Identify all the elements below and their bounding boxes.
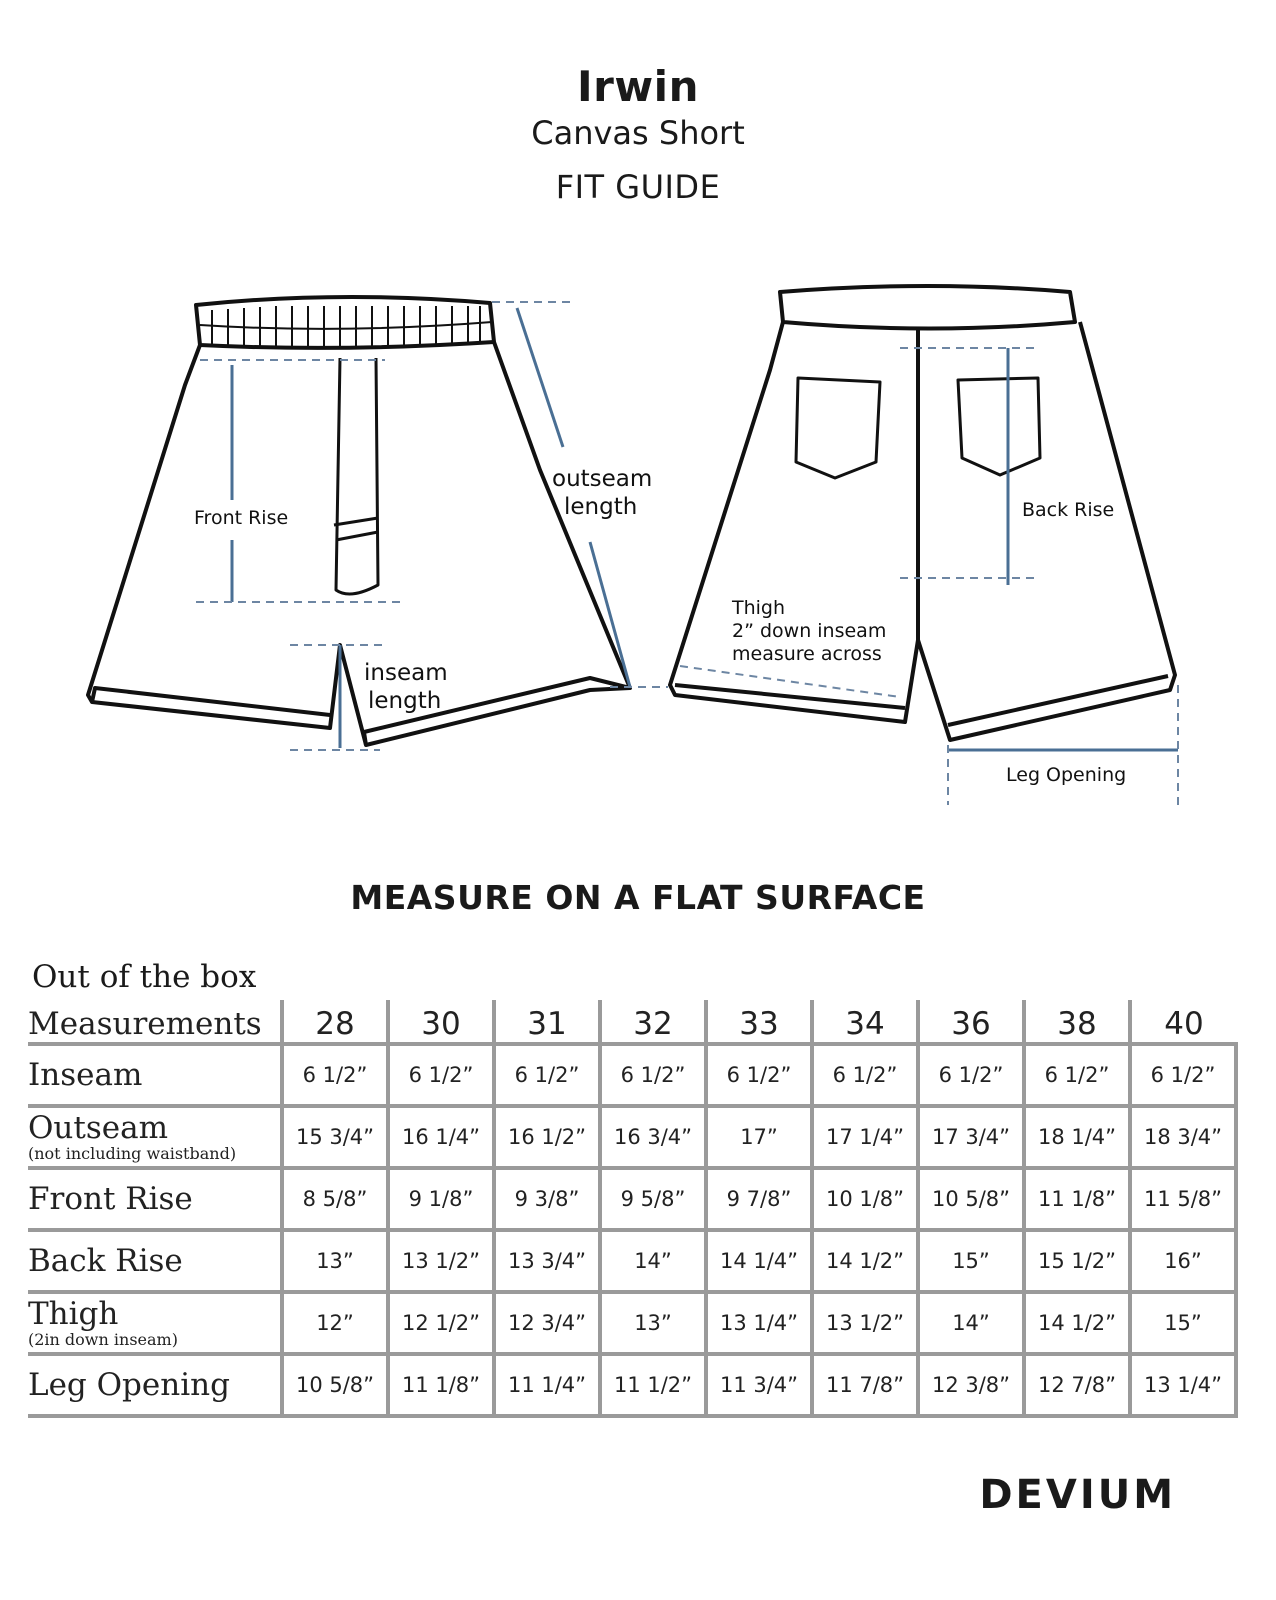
table-cell: 10 5/8” xyxy=(918,1168,1024,1230)
table-title-line1: Out of the box xyxy=(32,959,257,995)
row-label xyxy=(28,1292,282,1354)
table-cell: 14 1/4” xyxy=(706,1230,812,1292)
size-header: 31 xyxy=(494,1000,600,1044)
table-cell: 10 1/8” xyxy=(812,1168,918,1230)
size-header: 38 xyxy=(1024,1000,1130,1044)
row-label-text: Thigh xyxy=(28,1295,119,1332)
table-row-leg-opening xyxy=(28,1354,1236,1416)
thigh-label-line2: 2” down inseam xyxy=(732,620,887,642)
table-cell: 16 3/4” xyxy=(600,1106,706,1168)
back-measure-lines xyxy=(948,348,1178,750)
size-header: 40 xyxy=(1130,1000,1236,1044)
table-cell: 6 1/2” xyxy=(1130,1044,1236,1106)
leg-opening-label: Leg Opening xyxy=(1006,764,1127,786)
table-cell: 14” xyxy=(918,1292,1024,1354)
row-sublabel: (2in down inseam) xyxy=(28,1329,178,1349)
table-row-front-rise xyxy=(28,1168,1236,1230)
shorts-diagram xyxy=(0,270,1276,830)
table-title-line2: Measurements xyxy=(28,1000,282,1044)
table-cell: 6 1/2” xyxy=(812,1044,918,1106)
table-row-back-rise xyxy=(28,1230,1236,1292)
table-cell: 6 1/2” xyxy=(918,1044,1024,1106)
table-cell: 8 5/8” xyxy=(282,1168,388,1230)
size-header: 33 xyxy=(706,1000,812,1044)
row-label xyxy=(28,1106,282,1168)
table-cell: 18 1/4” xyxy=(1024,1106,1130,1168)
brand-logo: DEVIUM xyxy=(979,1472,1176,1518)
outseam-label-line1: outseam xyxy=(552,466,653,492)
row-label-text: Leg Opening xyxy=(28,1366,230,1403)
table-cell: 15 1/2” xyxy=(1024,1230,1130,1292)
table-cell: 12” xyxy=(282,1292,388,1354)
thigh-label-line3: measure across xyxy=(732,643,882,665)
row-label xyxy=(28,1168,282,1230)
thigh-label-line1: Thigh xyxy=(732,597,786,619)
size-header: 30 xyxy=(388,1000,494,1044)
table-cell: 11 7/8” xyxy=(812,1354,918,1416)
row-label xyxy=(28,1354,282,1416)
table-cell: 17” xyxy=(706,1106,812,1168)
table-cell: 9 1/8” xyxy=(388,1168,494,1230)
table-cell: 9 7/8” xyxy=(706,1168,812,1230)
table-cell: 16 1/2” xyxy=(494,1106,600,1168)
back-rise-label: Back Rise xyxy=(1022,499,1115,521)
size-header-row xyxy=(28,1000,1236,1044)
table-cell: 13 1/4” xyxy=(706,1292,812,1354)
table-cell: 6 1/2” xyxy=(600,1044,706,1106)
table-cell: 15” xyxy=(918,1230,1024,1292)
table-cell: 13 1/2” xyxy=(388,1230,494,1292)
table-cell: 6 1/2” xyxy=(1024,1044,1130,1106)
table-cell: 6 1/2” xyxy=(706,1044,812,1106)
table-row-thigh xyxy=(28,1292,1236,1354)
measure-instruction: MEASURE ON A FLAT SURFACE xyxy=(350,878,926,917)
table-cell: 11 1/2” xyxy=(600,1354,706,1416)
front-rise-label: Front Rise xyxy=(194,507,289,529)
table-cell: 10 5/8” xyxy=(282,1354,388,1416)
size-header: 28 xyxy=(282,1000,388,1044)
table-cell: 11 5/8” xyxy=(1130,1168,1236,1230)
size-chart-table xyxy=(28,1000,1238,1418)
table-cell: 12 7/8” xyxy=(1024,1354,1130,1416)
table-row-inseam xyxy=(28,1044,1236,1106)
size-header: 36 xyxy=(918,1000,1024,1044)
fit-guide-title: FIT GUIDE xyxy=(555,168,721,206)
row-sublabel: (not including waistband) xyxy=(28,1143,237,1163)
front-shorts-illustration xyxy=(88,297,630,745)
table-cell: 16” xyxy=(1130,1230,1236,1292)
table-cell: 17 3/4” xyxy=(918,1106,1024,1168)
table-cell: 15” xyxy=(1130,1292,1236,1354)
inseam-label-line2: length xyxy=(368,688,442,714)
row-label xyxy=(28,1044,282,1106)
table-cell: 6 1/2” xyxy=(388,1044,494,1106)
table-cell: 17 1/4” xyxy=(812,1106,918,1168)
table-cell: 11 1/4” xyxy=(494,1354,600,1416)
size-header: 34 xyxy=(812,1000,918,1044)
table-cell: 16 1/4” xyxy=(388,1106,494,1168)
table-cell: 11 1/8” xyxy=(388,1354,494,1416)
product-brand-title: Irwin xyxy=(577,62,699,111)
table-cell: 14 1/2” xyxy=(812,1230,918,1292)
outseam-label-line2: length xyxy=(564,494,638,520)
product-name: Canvas Short xyxy=(531,114,745,152)
table-cell: 14 1/2” xyxy=(1024,1292,1130,1354)
row-label-text: Inseam xyxy=(28,1056,143,1093)
table-cell: 11 1/8” xyxy=(1024,1168,1130,1230)
row-label-text: Back Rise xyxy=(28,1242,183,1279)
table-cell: 13” xyxy=(600,1292,706,1354)
table-cell: 15 3/4” xyxy=(282,1106,388,1168)
table-cell: 12 3/8” xyxy=(918,1354,1024,1416)
inseam-label-line1: inseam xyxy=(364,660,448,686)
row-label-text: Front Rise xyxy=(28,1180,193,1217)
table-cell: 14” xyxy=(600,1230,706,1292)
table-cell: 13 1/2” xyxy=(812,1292,918,1354)
row-label-text: Outseam xyxy=(28,1109,168,1146)
table-cell: 9 5/8” xyxy=(600,1168,706,1230)
table-cell: 13 3/4” xyxy=(494,1230,600,1292)
size-header: 32 xyxy=(600,1000,706,1044)
table-cell: 9 3/8” xyxy=(494,1168,600,1230)
table-cell: 12 1/2” xyxy=(388,1292,494,1354)
table-cell: 13 1/4” xyxy=(1130,1354,1236,1416)
table-cell: 6 1/2” xyxy=(282,1044,388,1106)
table-cell: 6 1/2” xyxy=(494,1044,600,1106)
table-cell: 12 3/4” xyxy=(494,1292,600,1354)
table-row-outseam xyxy=(28,1106,1236,1168)
row-label xyxy=(28,1230,282,1292)
table-cell: 11 3/4” xyxy=(706,1354,812,1416)
table-cell: 13” xyxy=(282,1230,388,1292)
table-cell: 18 3/4” xyxy=(1130,1106,1236,1168)
